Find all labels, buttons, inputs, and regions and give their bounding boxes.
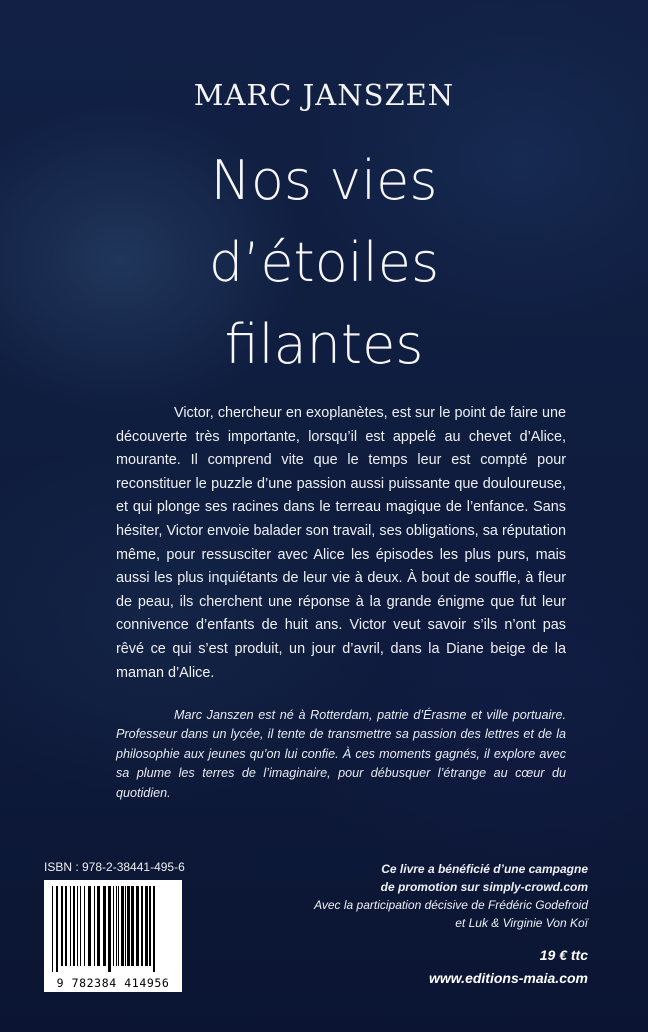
barcode-bar	[103, 886, 106, 966]
barcode-bar	[73, 886, 75, 966]
credits-block	[288, 860, 588, 932]
title-line-2: d’étoiles	[208, 231, 440, 294]
barcode-bar	[52, 886, 53, 972]
barcode-bar	[116, 886, 117, 966]
barcode-bar	[56, 886, 58, 972]
synopsis-text: Victor, chercheur en exoplanètes, est sur le point de faire une découverte très importante, lorsqu’il est appelé au chevet d’Alice, mourante. Il comprend vite que le temps leur est compté pour reconstituer le puzzle d’une passion aussi puissante que douloureuse, et qui plonge ses racines dans le terreau magique de l’enfance. Sans hésiter, Victor envoie balader son travail, ses obligations, sa réputation même, pour ressusciter avec Alice les épisodes les plus purs, mais aussi les plus inquiétants de leur vie à deux. À bout de souffle, à fleur de peau, ils cherchent une réponse à la grande énigme que fut leur connivence d’enfants de huit ans. Victor veut savoir s’ils n’ont pas rêvé ce qui s’est produit, un jour d’avril, dans la Diane beige de la maman d’Alice.	[116, 405, 566, 681]
isbn-label: ISBN : 978-2-38441-495-6	[44, 860, 185, 874]
barcode-bar	[131, 886, 134, 966]
book-title	[0, 140, 648, 386]
barcode-bar	[108, 886, 111, 972]
barcode-bar	[125, 886, 126, 966]
author-name: MARC JANSZEN	[193, 78, 455, 112]
barcode-bar	[70, 886, 71, 966]
barcode-bar	[94, 886, 95, 966]
barcode-bar	[127, 886, 130, 966]
barcode-bar	[145, 886, 148, 966]
title-line-3: filantes	[224, 313, 424, 376]
barcode-bar	[153, 886, 155, 972]
credits-line-2: de promotion sur simply-crowd.com	[380, 880, 588, 894]
credits-line-3: Avec la participation décisive de Frédéric Godefroid	[314, 898, 588, 912]
barcode-bar	[65, 886, 67, 966]
barcode-digits: 9 782384 414956	[56, 976, 170, 990]
barcode-bar	[113, 886, 114, 966]
barcode-bar	[121, 886, 124, 966]
price-label: 19 € ttc	[539, 947, 588, 963]
barcode-bar	[80, 886, 81, 966]
barcode-bar	[136, 886, 139, 966]
barcode-bar	[88, 886, 91, 966]
barcode-bar	[84, 886, 85, 966]
title-line-1: Nos vies	[210, 149, 438, 212]
credits-line-1: Ce livre a bénéficié d’une campagne	[381, 862, 588, 876]
author-bio: Marc Janszen est né à Rotterdam, patrie d’Érasme et ville portuaire. Professeur dans un lycée, il tente de transmettre sa passion des lettres et de la philosophie aux jeunes qu’on lui confie. À ces moments gagnés, il explore avec sa plume les terres de l’imaginaire, pour débusquer l’étrange au cœur du quotidien.	[116, 708, 566, 800]
barcode-bar	[61, 886, 63, 966]
barcode-bar	[97, 886, 100, 966]
barcode-bar	[149, 886, 151, 966]
publisher-website: www.editions-maia.com	[429, 970, 588, 986]
barcode-bar	[118, 886, 119, 966]
barcode-bars	[50, 886, 176, 972]
credits-line-4: et Luk & Virginie Von Koï	[455, 916, 588, 930]
barcode-bar	[141, 886, 143, 966]
barcode-bar	[77, 886, 78, 966]
barcode	[44, 880, 182, 992]
